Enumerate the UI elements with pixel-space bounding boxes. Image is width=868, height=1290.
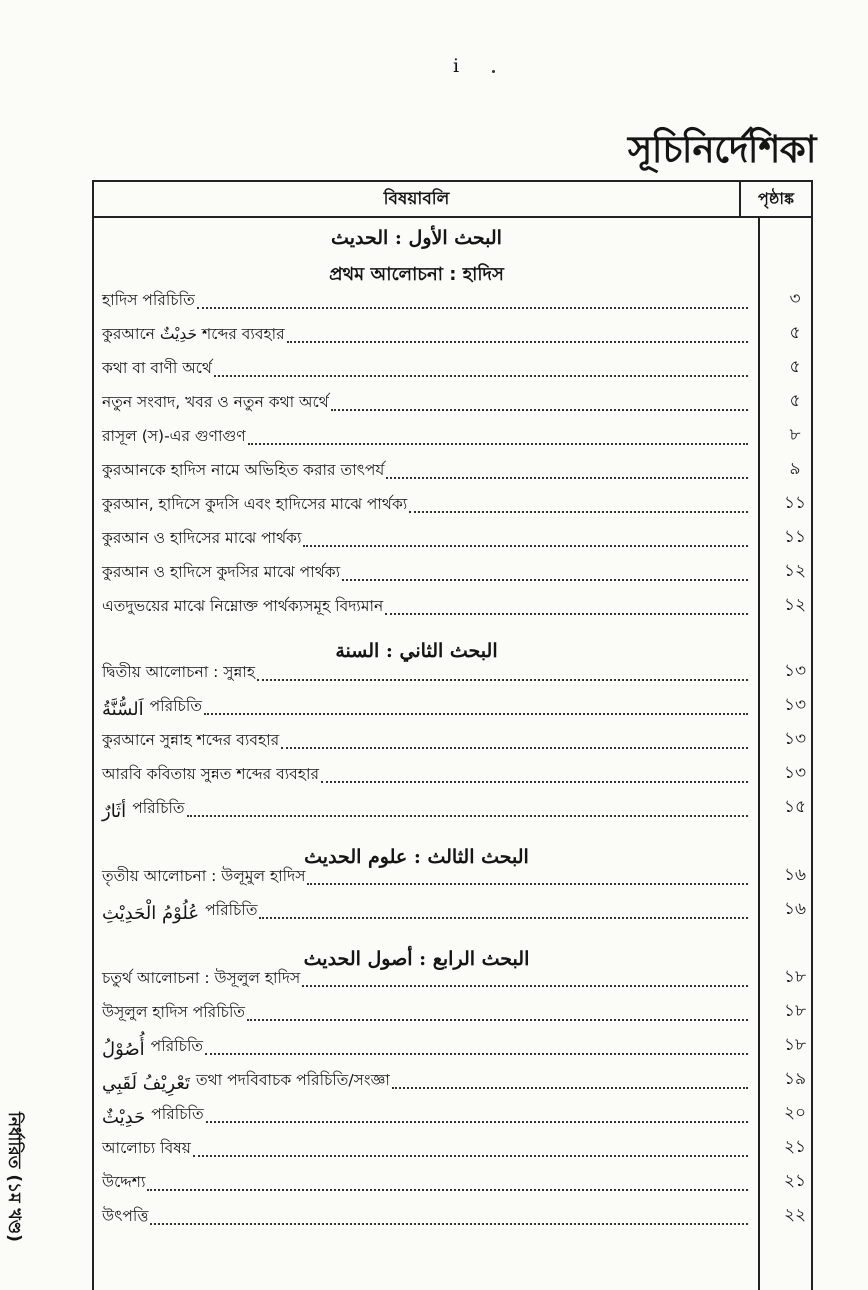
toc-entry: [102, 796, 807, 822]
entry-arabic-term: أثَارٌ: [102, 801, 127, 822]
dot-leader: [214, 375, 748, 377]
table-of-contents: [92, 180, 813, 1290]
dot-leader: [197, 307, 748, 309]
toc-entry: [102, 1034, 807, 1060]
entry-arabic-term: عُلُوْمُ الْحَدِيْثِ: [102, 903, 200, 924]
entry-page-number: ১১: [783, 527, 807, 547]
entry-page-number: ১১: [783, 493, 807, 513]
dot-leader: [247, 1019, 748, 1021]
entry-page-number: ১৬: [783, 865, 807, 885]
dot-leader: [204, 713, 748, 715]
entry-title: আরবি কবিতায় সুন্নত শব্দের ব্যবহার: [102, 765, 319, 783]
entry-page-number: ১৫: [783, 797, 807, 817]
section-heading-1-arabic: البحث الأول : الحديث: [331, 227, 502, 249]
dot-leader: [193, 1155, 748, 1157]
page-column-divider: [758, 216, 760, 1290]
entry-title: আলোচ্য বিষয়: [102, 1139, 191, 1157]
entry-title: এতদুভয়ের মাঝে নিম্নোক্ত পার্থক্যসমূহ বিদ্যমান: [102, 597, 384, 615]
entry-title: হাদিস পরিচিতি: [102, 291, 195, 309]
entry-title: রাসূল (স)-এর গুণাগুণ: [102, 427, 246, 445]
header-subject: বিষয়াবলি: [383, 189, 450, 209]
dot-leader: [259, 917, 748, 919]
entry-title: কথা বা বাণী অর্থে: [102, 359, 212, 377]
toc-entry: [102, 864, 807, 890]
entry-page-number: ১৩: [783, 763, 807, 783]
dot-leader: [307, 883, 748, 885]
entry-page-number: ১৩: [783, 695, 807, 715]
entry-title: দ্বিতীয় আলোচনা : সুন্নাহ: [102, 663, 256, 681]
dot-leader: [385, 613, 748, 615]
entry-page-number: ১২: [783, 561, 807, 581]
toc-entry: [102, 424, 801, 450]
entry-title: কুরআনে সুন্নাহ শব্দের ব্যবহার: [102, 731, 280, 749]
entry-arabic-term: حَدِيْثٌ: [102, 1107, 146, 1128]
entry-title: পরিচিতি: [149, 697, 202, 715]
toc-entry: [102, 458, 801, 484]
entry-title: উসূলুল হাদিস পরিচিতি: [102, 1003, 246, 1021]
dot-leader: [187, 815, 748, 817]
entry-page-number: ১৩: [783, 661, 807, 681]
toc-entry: [102, 1068, 807, 1094]
page-title: সূচিনির্দেশিকা: [627, 128, 816, 171]
dot-leader: [321, 781, 748, 783]
entry-page-number: ১৬: [783, 899, 807, 919]
entry-page-number: ২০: [783, 1103, 807, 1123]
section-heading-3-arabic: البحث الثالث : علوم الحديث: [304, 846, 529, 868]
toc-entry: [102, 694, 807, 720]
entry-page-number: ৫: [789, 357, 801, 377]
header-page: পৃষ্ঠাঙ্ক: [739, 182, 811, 216]
entry-page-number: ৩: [789, 289, 801, 309]
entry-title: কুরআনে حَدِيْثٌ শব্দের ব্যবহার: [102, 325, 285, 343]
dot-leader: [342, 579, 748, 581]
entry-title: পরিচিতি: [151, 1105, 204, 1123]
dot-leader: [287, 341, 748, 343]
dot-leader: [147, 1189, 748, 1191]
dot-leader: [302, 985, 748, 987]
entry-page-number: ৫: [789, 391, 801, 411]
toc-entry: [102, 288, 801, 314]
entry-title: কুরআনকে হাদিস নামে অভিহিত করার তাৎপর্য: [102, 461, 385, 479]
entry-page-number: ৯: [789, 459, 801, 479]
print-speck: [492, 70, 495, 73]
dot-leader: [392, 1087, 748, 1089]
entry-title: কুরআন, হাদিসে কুদসি এবং হাদিসের মাঝে পার্থক্য: [102, 495, 408, 513]
toc-entry: [102, 898, 807, 924]
toc-entry: [102, 356, 801, 382]
dot-leader: [409, 511, 748, 513]
dot-leader: [150, 1223, 748, 1225]
entry-page-number: ২১: [783, 1137, 807, 1157]
toc-entry: [102, 560, 807, 586]
entry-page-number: ১২: [783, 595, 807, 615]
entry-page-number: ১৮: [783, 1035, 807, 1055]
dot-leader: [303, 545, 748, 547]
entry-title: উৎপত্তি: [102, 1207, 149, 1225]
entry-title: কুরআন ও হাদিসের মাঝে পার্থক্য: [102, 529, 302, 547]
entry-title: পরিচিতি: [205, 901, 258, 919]
page-number: i: [452, 55, 460, 77]
toc-entry: [102, 762, 807, 788]
section-heading-2-arabic: البحث الثاني : السنة: [335, 640, 498, 662]
entry-page-number: ১৯: [783, 1069, 807, 1089]
toc-entry: [102, 1204, 807, 1230]
entry-page-number: ১৩: [783, 729, 807, 749]
toc-entry: [102, 390, 801, 416]
entry-page-number: ৮: [789, 425, 801, 445]
dot-leader: [248, 443, 748, 445]
entry-title: তৃতীয় আলোচনা : উলূমুল হাদিস: [102, 867, 306, 885]
entry-page-number: ২১: [783, 1171, 807, 1191]
entry-arabic-term: اَلسُّنَّةُ: [102, 699, 144, 720]
dot-leader: [206, 1121, 748, 1123]
section-heading-4-arabic: البحث الرابع : أصول الحديث: [303, 948, 530, 970]
section-heading-1-bengali: প্রথম আলোচনা : হাদিস: [329, 264, 504, 285]
entry-title: চতুর্থ আলোচনা : উসূলুল হাদিস: [102, 969, 301, 987]
entry-arabic-term: تَعْرِيْفُ لَقَبِي: [102, 1073, 191, 1094]
toc-entry: [102, 966, 807, 992]
entry-page-number: ২২: [783, 1205, 807, 1225]
toc-entry: [102, 322, 801, 348]
entry-title: উদ্দেশ্য: [102, 1173, 146, 1191]
toc-entry: [102, 594, 807, 620]
spine-text: নির্ধারিত (১ম খণ্ড): [4, 1112, 24, 1242]
toc-entry: [102, 660, 807, 686]
entry-page-number: ১৮: [783, 967, 807, 987]
dot-leader: [386, 477, 748, 479]
entry-title: তথা পদবিবাচক পরিচিতি/সংজ্ঞা: [196, 1071, 390, 1089]
dot-leader: [205, 1053, 748, 1055]
entry-page-number: ৫: [789, 323, 801, 343]
entry-page-number: ১৮: [783, 1001, 807, 1021]
toc-entry: [102, 526, 807, 552]
toc-entry: [102, 1136, 807, 1162]
entry-title: নতুন সংবাদ, খবর ও নতুন কথা অর্থে: [102, 393, 329, 411]
toc-entry: [102, 728, 807, 754]
entry-title: পরিচিতি: [132, 799, 185, 817]
dot-leader: [331, 409, 748, 411]
dot-leader: [257, 679, 748, 681]
toc-header: [94, 182, 811, 218]
toc-entry: [102, 1000, 807, 1026]
entry-title: কুরআন ও হাদিসে কুদসির মাঝে পার্থক্য: [102, 563, 341, 581]
toc-entry: [102, 1102, 807, 1128]
dot-leader: [281, 747, 748, 749]
entry-title: পরিচিতি: [150, 1037, 204, 1055]
entry-arabic-term: أُصُوْلُ: [102, 1039, 145, 1060]
toc-entry: [102, 1170, 807, 1196]
toc-entry: [102, 492, 807, 518]
